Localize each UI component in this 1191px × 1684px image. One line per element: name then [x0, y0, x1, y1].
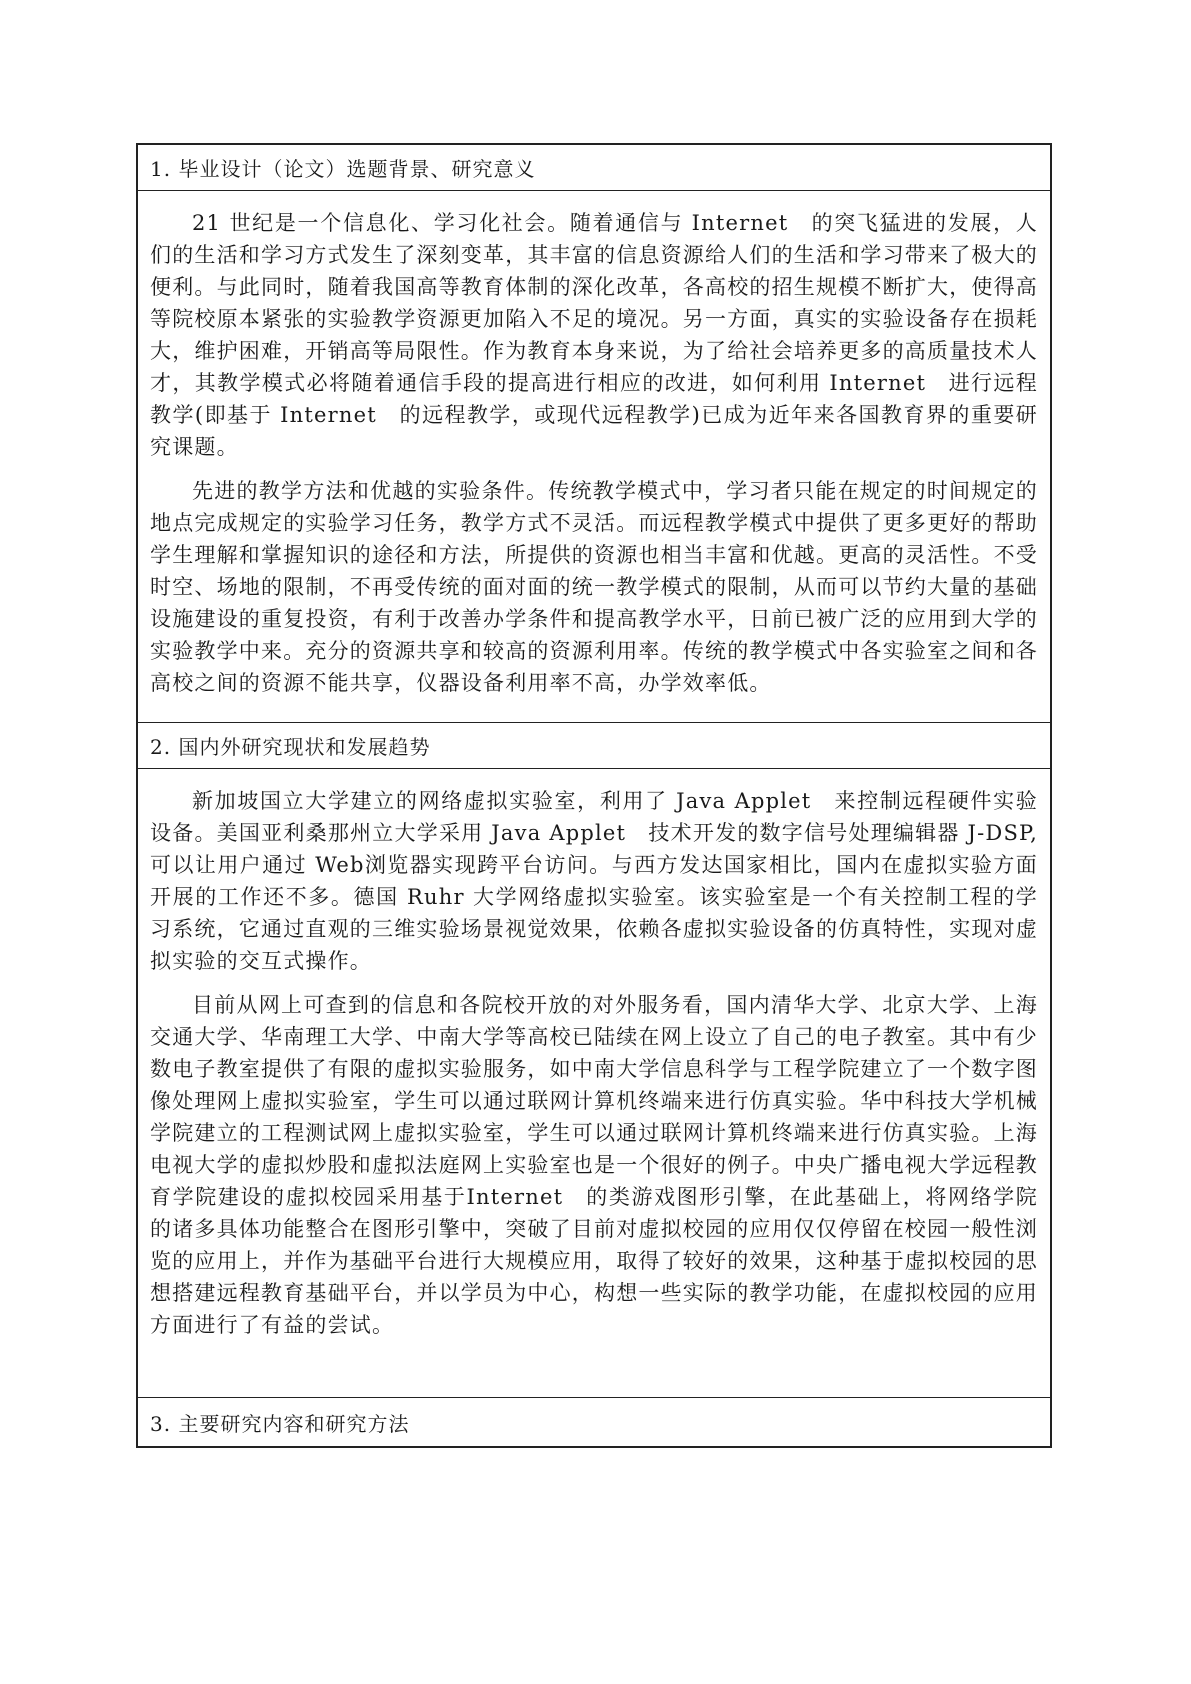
section-3-heading-row: [138, 1398, 1050, 1446]
section-2-heading: 2. 国内外研究现状和发展趋势: [150, 735, 431, 759]
section-2-paragraph-2: 目前从网上可查到的信息和各院校开放的对外服务看，国内清华大学、北京大学、上海交通大学、华南理工大学、中南大学等高校已陆续在网上设立了自己的电子教室。其中有少数电子教室提供了有限的虚拟实验服务，如中南大学信息科学与工程学院建立了一个数字图像处理网上虚拟实验室，学生可以通过联网计算机终端来进行仿真实验。华中科技大学机械学院建立的工程测试网上虚拟实验室，学生可以通过联网计算机终端来进行仿真实验。上海电视大学的虚拟炒股和虚拟法庭网上实验室也是一个很好的例子。中央广播电视大学远程教育学院建设的虚拟校园采用基于Internet 的类游戏图形引擎，在此基础上，将网络学院的诸多具体功能整合在图形引擎中，突破了目前对虚拟校园的应用仅仅停留在校园一般性浏览的应用上，并作为基础平台进行大规模应用，取得了较好的效果，这种基于虚拟校园的思想搭建远程教育基础平台，并以学员为中心，构想一些实际的教学功能，在虚拟校园的应用方面进行了有益的尝试。: [150, 993, 1038, 1337]
section-1-heading-row: [138, 145, 1050, 191]
section-2-content: [138, 769, 1050, 1398]
section-1-paragraph-1: 21 世纪是一个信息化、学习化社会。随着通信与 Internet 的突飞猛进的发展，人们的生活和学习方式发生了深刻变革，其丰富的信息资源给人们的生活和学习带来了极大的便利。与此同时，随着我国高等教育体制的深化改革，各高校的招生规模不断扩大，使得高等院校原本紧张的实验教学资源更加陷入不足的境况。另一方面，真实的实验设备存在损耗大，维护困难，开销高等局限性。作为教育本身来说，为了给社会培养更多的高质量技术人才，其教学模式必将随着通信手段的提高进行相应的改进，如何利用 Internet 进行远程教学(即基于 Internet 的远程教学，或现代远程教学)已成为近年来各国教育界的重要研究课题。: [150, 211, 1038, 459]
section-3-heading: 3. 主要研究内容和研究方法: [150, 1411, 410, 1436]
section-2-heading-row: [138, 723, 1050, 769]
section-1-paragraph-2: 先进的教学方法和优越的实验条件。传统教学模式中，学习者只能在规定的时间规定的地点完成规定的实验学习任务，教学方式不灵活。而远程教学模式中提供了更多更好的帮助学生理解和掌握知识的途径和方法，所提供的资源也相当丰富和优越。更高的灵活性。不受时空、场地的限制，不再受传统的面对面的统一教学模式的限制，从而可以节约大量的基础设施建设的重复投资，有利于改善办学条件和提高教学水平，日前已被广泛的应用到大学的实验教学中来。充分的资源共享和较高的资源利用率。传统的教学模式中各实验室之间和各高校之间的资源不能共享，仪器设备利用率不高，办学效率低。: [150, 479, 1038, 695]
section-1-heading: 1. 毕业设计（论文）选题背景、研究意义: [150, 157, 536, 181]
proposal-form-table: [136, 143, 1052, 1448]
section-1-content: [138, 191, 1050, 723]
section-2-paragraph-1: 新加坡国立大学建立的网络虚拟实验室，利用了 Java Applet 来控制远程硬件实验设备。美国亚利桑那州立大学采用 Java Applet 技术开发的数字信号处理编辑器 J-DSP, 可以让用户通过 Web浏览器实现跨平台访问。与西方发达国家相比，国内在虚拟实验方面开展的工作还不多。德国 Ruhr 大学网络虚拟实验室。该实验室是一个有关控制工程的学习系统，它通过直观的三维实验场景视觉效果，依赖各虚拟实验设备的仿真特性，实现对虚拟实验的交互式操作。: [150, 789, 1038, 973]
